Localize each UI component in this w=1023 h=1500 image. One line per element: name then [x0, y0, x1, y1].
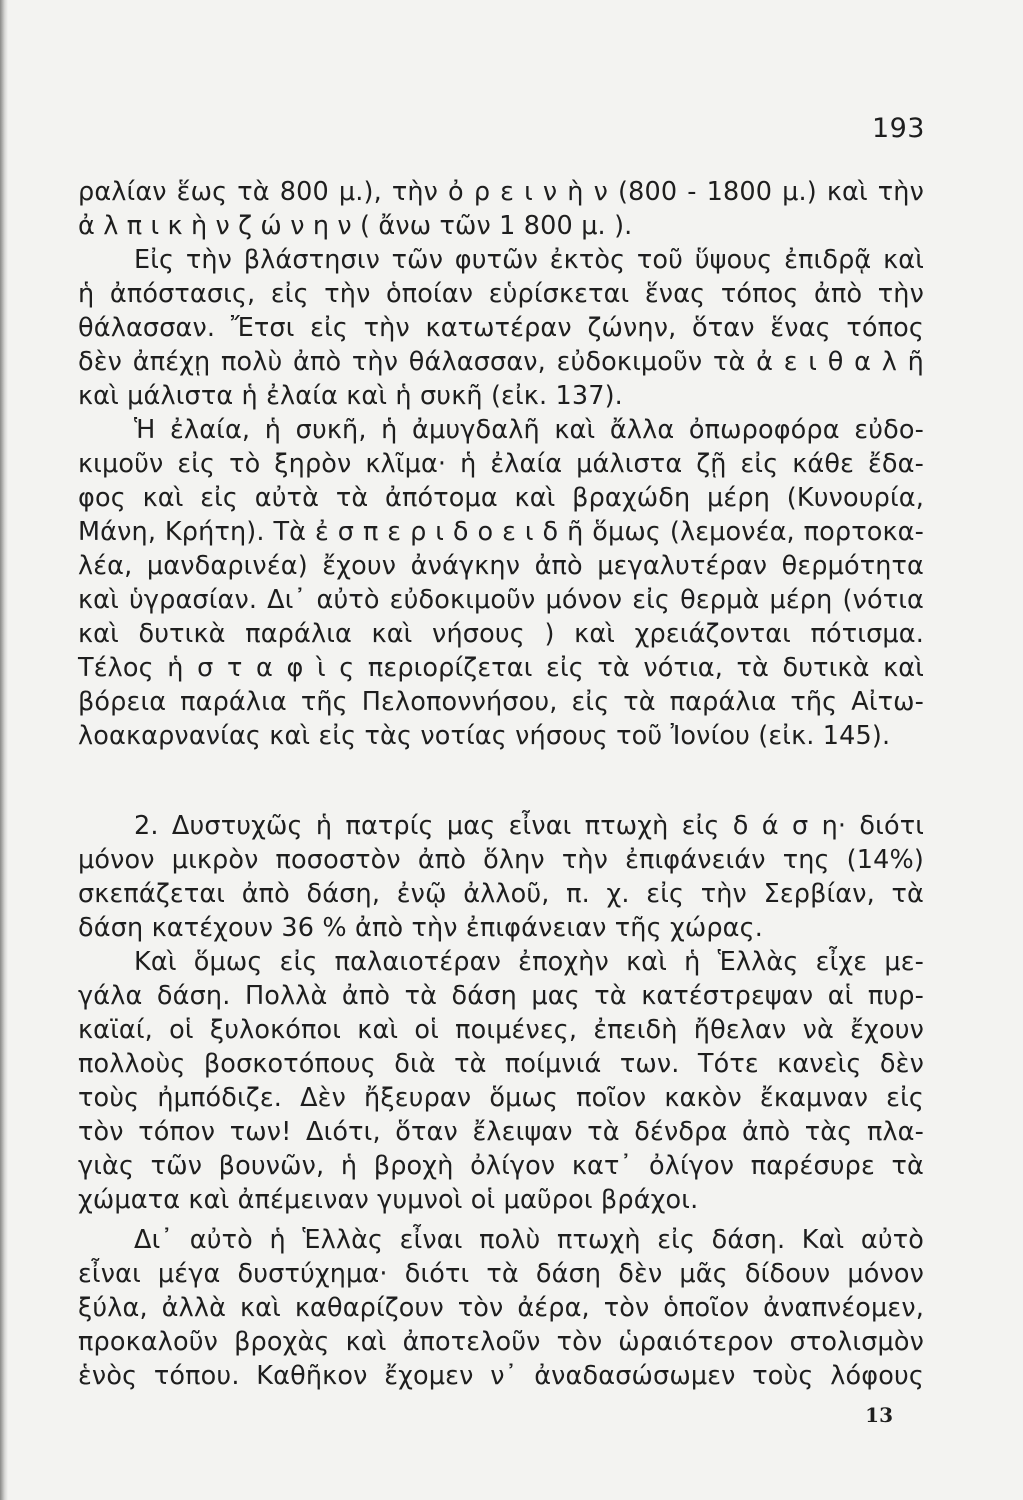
text-line: ξύλα, ἀλλὰ καὶ καθαρίζουν τὸν ἀέρα, τὸν ὁποῖον ἀναπνέομεν,	[78, 1293, 924, 1323]
text-line: Δι᾽ αὐτὸ ἡ Ἑλλὰς εἶναι πολὺ πτωχὴ εἰς δάση. Καὶ αὐτὸ	[134, 1225, 924, 1255]
text-line: λοακαρνανίας καὶ εἰς τὰς νοτίας νήσους τοῦ Ἰονίου (εἰκ. 145).	[78, 721, 891, 751]
text-line: δάση κατέχουν 36 % ἀπὸ τὴν ἐπιφάνειαν τῆς χώρας.	[78, 913, 764, 943]
text-line: ἡ ἀπόστασις, εἰς τὴν ὁποίαν εὑρίσκεται ἕνας τόπος ἀπὸ τὴν	[78, 279, 924, 309]
text-line: πολλοὺς βοσκοτόπους διὰ τὰ ποίμνιά των. Τότε κανεὶς δὲν	[78, 1049, 924, 1079]
text-line: Τέλος ἡ σ τ α φ ὶ ς περιορίζεται εἰς τὰ νότια, τὰ δυτικὰ καὶ	[78, 653, 924, 683]
page-number: 193	[871, 113, 925, 144]
text-line: λέα, μανδαρινέα) ἔχουν ἀνάγκην ἀπὸ μεγαλυτέραν θερμότητα	[78, 551, 924, 581]
text-line: τὸν τόπον των! Διότι, ὅταν ἔλειψαν τὰ δένδρα ἀπὸ τὰς πλα-	[78, 1117, 924, 1147]
text-line: καὶ δυτικὰ παράλια καὶ νήσους ) καὶ χρειάζονται πότισμα.	[78, 619, 924, 649]
text-line: προκαλοῦν βροχὰς καὶ ἀποτελοῦν τὸν ὡραιότερον στολισμὸν	[78, 1327, 924, 1357]
text-line: Μάνη, Κρήτη). Τὰ ἐ σ π ε ρ ι δ ο ε ι δ ῆ ὅμως (λεμονέα, πορτοκα-	[78, 517, 924, 547]
text-line: τοὺς ἠμπόδιζε. Δὲν ἤξευραν ὅμως ποῖον κακὸν ἔκαμναν εἰς	[78, 1083, 924, 1113]
text-line: καὶ μάλιστα ἡ ἐλαία καὶ ἡ συκῆ (εἰκ. 137).	[78, 381, 623, 411]
scan-page-edge	[0, 0, 8, 1500]
text-line: βόρεια παράλια τῆς Πελοποννήσου, εἰς τὰ παράλια τῆς Αἰτω-	[78, 687, 924, 717]
text-line: κιμοῦν εἰς τὸ ξηρὸν κλῖμα· ἡ ἐλαία μάλιστα ζῇ εἰς κάθε ἔδα-	[78, 449, 924, 479]
text-line: μόνον μικρὸν ποσοστὸν ἀπὸ ὅλην τὴν ἐπιφάνειάν της (14%)	[78, 845, 924, 875]
sheet-signature-number: 13	[865, 1403, 893, 1427]
paragraph-group-forests	[78, 809, 924, 1217]
text-line: ραλίαν ἕως τὰ 800 μ.), τὴν ὀ ρ ε ι ν ὴ ν (800 - 1800 μ.) καὶ τὴν	[78, 177, 924, 207]
paragraph-group-vegetation-zones	[78, 175, 924, 753]
text-line: Εἰς τὴν βλάστησιν τῶν φυτῶν ἐκτὸς τοῦ ὕψους ἐπιδρᾷ καὶ	[134, 245, 924, 275]
text-line: δὲν ἀπέχῃ πολὺ ἀπὸ τὴν θάλασσαν, εὐδοκιμοῦν τὰ ἀ ε ι θ α λ ῆ	[78, 347, 924, 377]
text-line: καϊαί, οἱ ξυλοκόποι καὶ οἱ ποιμένες, ἐπειδὴ ἤθελαν νὰ ἔχουν	[78, 1015, 924, 1045]
text-line: θάλασσαν. Ἔτσι εἰς τὴν κατωτέραν ζώνην, ὅταν ἕνας τόπος	[78, 313, 924, 343]
text-line: καὶ ὑγρασίαν. Δι᾽ αὐτὸ εὐδοκιμοῦν μόνον εἰς θερμὰ μέρη (νότια	[78, 585, 924, 615]
text-line: σκεπάζεται ἀπὸ δάση, ἐνῷ ἀλλοῦ, π. χ. εἰς τὴν Σερβίαν, τὰ	[78, 879, 924, 909]
text-line: φος καὶ εἰς αὐτὰ τὰ ἀπότομα καὶ βραχώδη μέρη (Κυνουρία,	[78, 483, 924, 513]
text-line: εἶναι μέγα δυστύχημα· διότι τὰ δάση δὲν μᾶς δίδουν μόνον	[78, 1259, 924, 1289]
text-line: γάλα δάση. Πολλὰ ἀπὸ τὰ δάση μας τὰ κατέστρεψαν αἱ πυρ-	[78, 981, 924, 1011]
text-line: Καὶ ὅμως εἰς παλαιοτέραν ἐποχὴν καὶ ἡ Ἑλλὰς εἶχε με-	[134, 947, 924, 977]
text-line: ἑνὸς τόπου. Καθῆκον ἔχομεν ν᾽ ἀναδασώσωμεν τοὺς λόφους	[78, 1361, 924, 1391]
text-line: 2. Δυστυχῶς ἡ πατρίς μας εἶναι πτωχὴ εἰς δ ά σ η· διότι	[134, 811, 924, 841]
text-line: Ἡ ἐλαία, ἡ συκῆ, ἡ ἀμυγδαλῆ καὶ ἄλλα ὀπωροφόρα εὐδο-	[134, 415, 924, 445]
paragraph-group-reforestation	[78, 1223, 924, 1393]
text-line: ἀ λ π ι κ ὴ ν ζ ώ ν η ν ( ἄνω τῶν 1 800 μ. ).	[78, 211, 633, 241]
text-line: χώματα καὶ ἀπέμειναν γυμνοὶ οἱ μαῦροι βράχοι.	[78, 1185, 699, 1215]
text-line: γιὰς τῶν βουνῶν, ἡ βροχὴ ὀλίγον κατ᾽ ὀλίγον παρέσυρε τὰ	[78, 1151, 924, 1181]
